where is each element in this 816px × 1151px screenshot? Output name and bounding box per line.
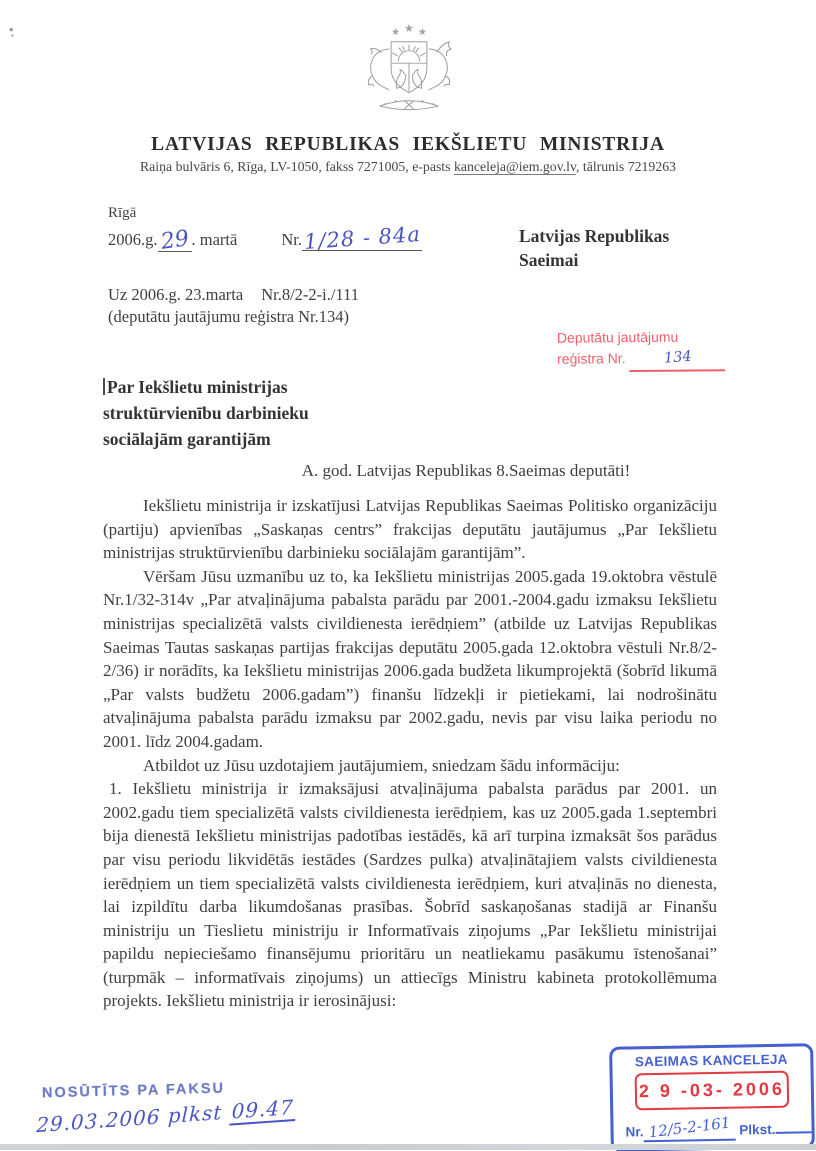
paragraph-1: Iekšlietu ministrija ir izskatījusi Latvijas Republikas Saeimas Politisko organizāciju (partiju) apvienības „Saskaņas centrs” frakcijas deputātu jautājumus „Par Iekšlietu ministrijas struktūrvienību darbinieku sociālajām garantijām”. bbox=[103, 496, 717, 563]
registry-stamp-line1: Deputātu jautājumu bbox=[556, 328, 679, 346]
date-blank-line bbox=[158, 226, 192, 255]
paragraph-2: Vēršam Jūsu uzmanību uz to, ka Iekšlietu ministrijas 2005.gada 19.oktobra vēstulē Nr.1/32-314v „Par atvaļinājuma pabalsta parādu par 2001.-2004.gadu izmaksu Iekšlietu ministrijas specializētā valsts civildienesta ierēdņiem” (atbilde uz Latvijas Republikas Saeimas Tautas saskaņas partijas frakcijas deputātu 2005.gada 12.oktobra vēstuli Nr.8/2-2/36) ir norādīts, ka Iekšlietu ministrijas 2006.gada budžeta likumprojektā (šobrīd likumā „Par valsts budžetu 2006.gadam”) finanšu līdzekļi ir pietiekami, lai nodrošinātu atvaļinājuma pabalsta parādu izmaksu par 2002.gadu, nevis par visu laika periodu no 2001. līdz 2004.gadam. bbox=[103, 566, 717, 751]
recipient-line1: Latvijas Republikas bbox=[519, 226, 670, 246]
saeima-plkst-label: Plkst. bbox=[739, 1121, 776, 1138]
date-number-line bbox=[108, 221, 422, 255]
reference-date: Uz 2006.g. 23.marta bbox=[108, 285, 244, 304]
subject-line-1 bbox=[103, 374, 309, 400]
handwritten-day: 29 bbox=[158, 226, 191, 255]
scan-bottom-edge bbox=[0, 1144, 816, 1150]
saeima-plkst-blank-line bbox=[775, 1131, 811, 1134]
reference-note: (deputātu jautājumu reģistra Nr.134) bbox=[108, 307, 350, 326]
recipient-line2: Saeimai bbox=[519, 250, 579, 270]
address-text-post: , tālrunis 7219263 bbox=[575, 159, 677, 174]
paragraph-3: Atbildot uz Jūsu uzdotajiem jautājumiem, sniedzam šādu informāciju: bbox=[143, 755, 620, 775]
saeima-nr-blank-line bbox=[643, 1113, 735, 1143]
registry-stamp-line2 bbox=[557, 347, 726, 372]
saeima-stamp-nr-row bbox=[625, 1113, 803, 1142]
saeima-chancellery-stamp bbox=[609, 1043, 815, 1151]
bracket-mark bbox=[103, 378, 105, 395]
handwritten-saeima-number: 12/5-2-161 bbox=[647, 1113, 732, 1142]
date-prefix: 2006.g. bbox=[108, 230, 158, 249]
reference-line bbox=[108, 285, 359, 305]
salutation: A. god. Latvijas Republikas 8.Saeimas deputāti! bbox=[301, 461, 631, 480]
number-blank-line bbox=[302, 221, 422, 255]
reference-number: Nr.8/2-2-i./111 bbox=[261, 285, 359, 304]
handwritten-fax-note bbox=[36, 1095, 296, 1137]
saeima-stamp-title: SAEIMAS KANCELEJA bbox=[634, 1051, 788, 1070]
stars bbox=[392, 24, 426, 35]
ministry-email: kanceleja@iem.gov.lv bbox=[453, 159, 576, 174]
ministry-address bbox=[0, 159, 816, 175]
ministry-title: LATVIJAS REPUBLIKAS IEKŠLIETU MINISTRIJA bbox=[151, 134, 665, 155]
subject-text-1: Par Iekšlietu ministrijas bbox=[107, 377, 288, 397]
subject-line-3: sociālajām garantijām bbox=[103, 429, 271, 449]
latvia-coat-of-arms-icon bbox=[342, 20, 476, 118]
date-suffix: . martā bbox=[191, 230, 238, 249]
recipient-block bbox=[519, 224, 669, 272]
list-item-1-text: Iekšlietu ministrija ir izmaksājusi atvaļinājuma pabalsta parādus par 2001. un 2002.gadu tiem specializētā valsts civildienesta ierēdņiem, kas uz 2005.gada 1.septembri bija dienestā Iekšlietu ministrijas padotības iestādēs, kā arī turpina izmaksāt šos parādus par visu periodu likvidētās iestādes (Sardzes pulka) atvaļinātajiem valsts civildienesta ierēdņiem un tiem specializētā valsts civildienesta ierēdņiem, kuri atvaļinās no dienesta, lai izpildītu darba likumdošanas prasības. Šobrīd saskaņošanas stadijā ar Finanšu ministriju un Tieslietu ministriju ir Informatīvais ziņojums „Par Iekšlietu ministrijai papildu nepieciešamo finansējumu prioritāru un neatliekamu pasākumu īstenošanai” (turpmāk – informatīvais ziņojums) un attiecīgs Ministru kabineta protokollēmuma projekts. Iekšlietu ministrija ir ierosinājusi: bbox=[103, 779, 717, 1011]
sent-by-fax-stamp: NOSŪTĪTS PA FAKSU bbox=[41, 1080, 226, 1102]
list-item-1-number: 1. bbox=[109, 779, 122, 799]
address-text-pre: Raiņa bulvāris 6, Rīga, LV-1050, fakss 7271005, e-pasts bbox=[139, 159, 454, 174]
subject-line-2: struktūrvienību darbinieku bbox=[103, 403, 309, 423]
fax-note-time: 09.47 bbox=[229, 1095, 296, 1126]
registry-stamp-blank-line bbox=[629, 347, 725, 372]
deputy-question-registry-stamp bbox=[557, 326, 726, 372]
scan-smudge bbox=[8, 26, 16, 38]
saeima-stamp-date-box: 2 9 -03- 2006 bbox=[635, 1071, 790, 1111]
saeima-nr-label: Nr. bbox=[625, 1124, 644, 1140]
subject-block bbox=[103, 374, 309, 452]
letter-body bbox=[103, 461, 717, 1013]
handwritten-registry-number: 134 bbox=[662, 348, 692, 367]
list-item-1 bbox=[103, 777, 717, 1013]
city-label: Rīgā bbox=[108, 205, 137, 221]
handwritten-number: 1/28 - 84a bbox=[302, 221, 422, 255]
registry-stamp-label: reģistra Nr. bbox=[557, 350, 626, 367]
fax-note-date: 29.03.2006 plkst bbox=[35, 1099, 231, 1138]
number-label: Nr. bbox=[281, 230, 302, 249]
